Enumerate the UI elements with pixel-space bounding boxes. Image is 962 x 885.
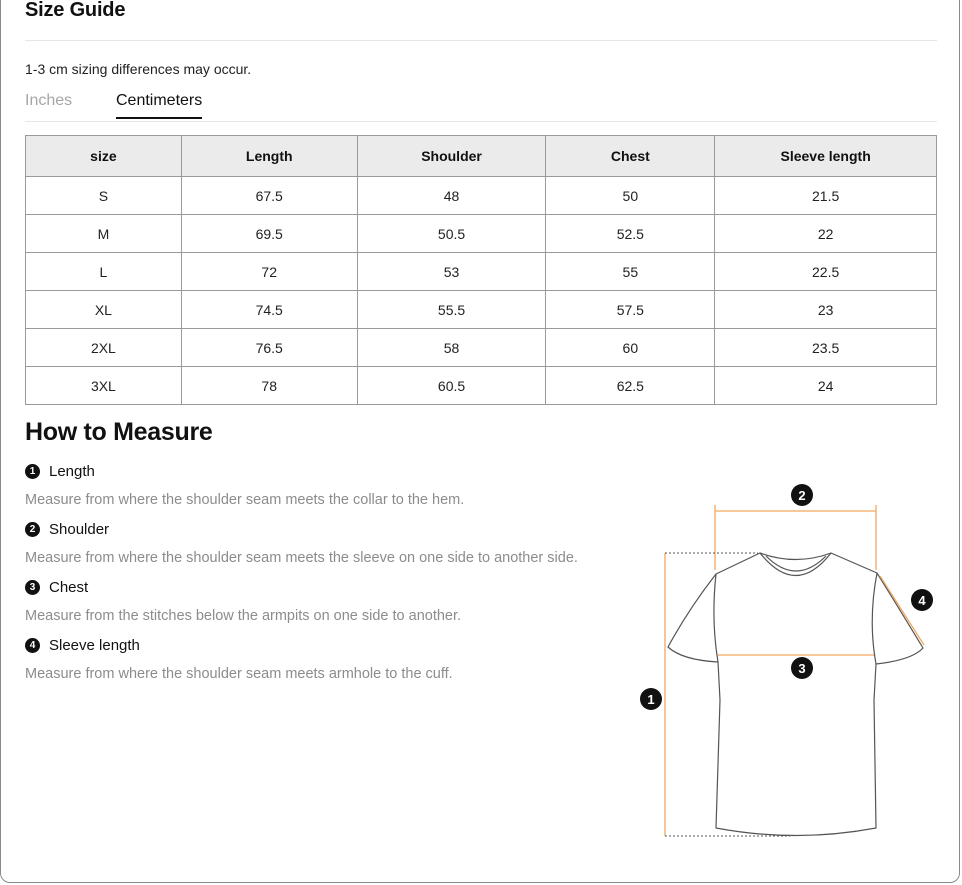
table-cell: 48 bbox=[357, 177, 546, 215]
table-cell: 58 bbox=[357, 329, 546, 367]
tab-centimeters[interactable]: Centimeters bbox=[116, 92, 202, 119]
marker-one-label: 1 bbox=[647, 692, 655, 707]
sizing-note: 1-3 cm sizing differences may occur. bbox=[25, 61, 252, 77]
unit-tabs bbox=[25, 90, 937, 122]
measurement-markers bbox=[640, 484, 933, 710]
table-cell: 69.5 bbox=[181, 215, 357, 253]
column-header-length: Length bbox=[181, 136, 357, 177]
number-one-icon: 1 bbox=[25, 464, 40, 479]
step-label: Chest bbox=[49, 579, 89, 596]
table-cell: 3XL bbox=[26, 367, 182, 405]
table-cell: 23 bbox=[715, 291, 937, 329]
table-row bbox=[26, 253, 937, 291]
table-cell: S bbox=[26, 177, 182, 215]
title-divider bbox=[25, 40, 937, 41]
table-cell: 52.5 bbox=[546, 215, 715, 253]
table-cell: 21.5 bbox=[715, 177, 937, 215]
table-cell: 76.5 bbox=[181, 329, 357, 367]
table-cell: 74.5 bbox=[181, 291, 357, 329]
table-row bbox=[26, 177, 937, 215]
table-cell: 67.5 bbox=[181, 177, 357, 215]
marker-four-label: 4 bbox=[918, 593, 926, 608]
size-table bbox=[25, 135, 937, 405]
table-cell: 60.5 bbox=[357, 367, 546, 405]
table-cell: 55 bbox=[546, 253, 715, 291]
table-row bbox=[26, 215, 937, 253]
measure-step-length bbox=[25, 463, 95, 480]
how-to-measure-heading: How to Measure bbox=[25, 418, 213, 446]
step-label: Shoulder bbox=[49, 521, 110, 538]
step-description: Measure from where the shoulder seam meets armhole to the cuff. bbox=[25, 666, 453, 682]
table-row bbox=[26, 329, 937, 367]
table-cell: 57.5 bbox=[546, 291, 715, 329]
number-two-icon: 2 bbox=[25, 522, 40, 537]
table-cell: 53 bbox=[357, 253, 546, 291]
table-cell: 2XL bbox=[26, 329, 182, 367]
table-cell: 60 bbox=[546, 329, 715, 367]
column-header-size: size bbox=[26, 136, 182, 177]
modal-title: Size Guide bbox=[25, 0, 126, 21]
table-cell: 23.5 bbox=[715, 329, 937, 367]
table-cell: XL bbox=[26, 291, 182, 329]
measure-step-chest bbox=[25, 579, 88, 596]
column-header-sleeve-length: Sleeve length bbox=[715, 136, 937, 177]
step-description: Measure from where the shoulder seam meets the sleeve on one side to another side. bbox=[25, 550, 578, 566]
marker-two-label: 2 bbox=[798, 488, 806, 503]
column-header-shoulder: Shoulder bbox=[357, 136, 546, 177]
table-cell: 62.5 bbox=[546, 367, 715, 405]
measure-step-sleeve-length bbox=[25, 637, 140, 654]
tshirt-measurement-diagram bbox=[630, 478, 950, 848]
number-three-icon: 3 bbox=[25, 580, 40, 595]
table-cell: 50 bbox=[546, 177, 715, 215]
dotted-extenders bbox=[665, 553, 790, 836]
tab-inches[interactable]: Inches bbox=[25, 92, 73, 109]
step-label: Length bbox=[49, 463, 95, 480]
column-header-chest: Chest bbox=[546, 136, 715, 177]
step-description: Measure from where the shoulder seam meets the collar to the hem. bbox=[25, 492, 465, 508]
step-description: Measure from the stitches below the armpits on one side to another. bbox=[25, 608, 462, 624]
table-cell: 24 bbox=[715, 367, 937, 405]
table-row bbox=[26, 291, 937, 329]
table-cell: 78 bbox=[181, 367, 357, 405]
measure-step-shoulder bbox=[25, 521, 109, 538]
table-header-row bbox=[26, 136, 937, 177]
table-cell: 72 bbox=[181, 253, 357, 291]
step-label: Sleeve length bbox=[49, 637, 140, 654]
table-cell: L bbox=[26, 253, 182, 291]
table-cell: M bbox=[26, 215, 182, 253]
marker-three-label: 3 bbox=[798, 661, 806, 676]
table-cell: 50.5 bbox=[357, 215, 546, 253]
tshirt-outline bbox=[668, 553, 923, 836]
table-cell: 55.5 bbox=[357, 291, 546, 329]
table-cell: 22 bbox=[715, 215, 937, 253]
number-four-icon: 4 bbox=[25, 638, 40, 653]
table-cell: 22.5 bbox=[715, 253, 937, 291]
table-row bbox=[26, 367, 937, 405]
